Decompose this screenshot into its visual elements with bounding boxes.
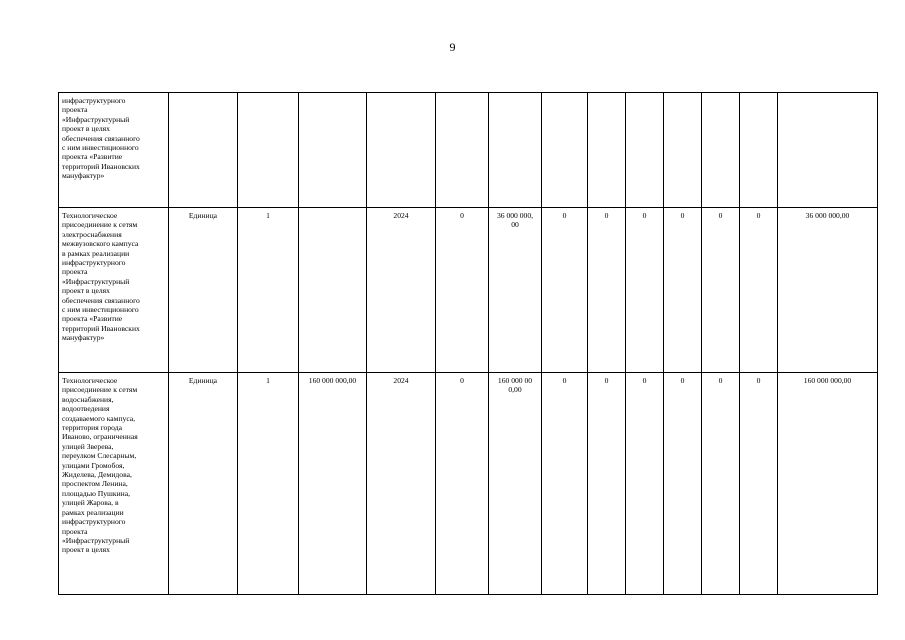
table-row [59,208,878,373]
amount-value: 36 000 000, 00 [496,211,534,230]
value-cell [542,93,588,208]
item-name: инфраструктурного проекта «Инфраструктурный проект в целях обеспечения связанного с ним инвестиционного проекта «Развитие территорий Ивановских мануфактур» [62,96,140,181]
unit-cell: Единица [169,208,238,373]
value-cell [436,93,489,208]
amount-cell [489,373,542,595]
value-cell: 0 [626,208,664,373]
value-cell: 0 [664,373,702,595]
quantity-cell: 1 [238,208,299,373]
value-cell: 0 [588,208,626,373]
value-cell: 0 [664,208,702,373]
value-cell [626,93,664,208]
quantity-cell [238,93,299,208]
amount-value: 160 000 00 0,00 [497,376,533,395]
year-cell: 2024 [367,208,436,373]
total-cell [778,93,878,208]
table-row [59,373,878,595]
total-cell: 36 000 000,00 [778,208,878,373]
value-cell: 0 [702,208,740,373]
value-cell [740,93,778,208]
item-name-cell [59,373,169,595]
value-cell [664,93,702,208]
page-number: 9 [449,40,456,54]
value-cell: 0 [702,373,740,595]
value-cell: 0 [626,373,664,595]
table-row [59,93,878,208]
year-cell: 2024 [367,373,436,595]
value-cell: 0 [436,208,489,373]
amount-cell [489,208,542,373]
value-cell: 0 [588,373,626,595]
cost-cell [299,208,367,373]
item-name: Технологическое присоединение к сетям водоснабжения, водоотведения создаваемого кампуса, территория города Иваново, ограниченная улицей Зверева, переулком Слесарным, улицами Громобоя, Жиделева, Демидова, проспектом Ленина, площадью Пушкина, улицей Жарова, в рамках реализации инфраструктурного проекта «Инфраструктурный проект в целях [62,376,138,555]
unit-cell: Единица [169,373,238,595]
amount-cell [489,93,542,208]
cost-cell: 160 000 000,00 [299,373,367,595]
cost-cell [299,93,367,208]
value-cell: 0 [740,208,778,373]
quantity-cell: 1 [238,373,299,595]
value-cell [702,93,740,208]
item-name-cell [59,93,169,208]
item-name-cell [59,208,169,373]
year-cell [367,93,436,208]
measures-table [58,92,878,595]
total-cell: 160 000 000,00 [778,373,878,595]
item-name: Технологическое присоединение к сетям электроснабжения межвузовского кампуса в рамках реализации инфраструктурного проекта «Инфраструктурный проект в целях обеспечения связанного с ним инвестиционного проекта «Развитие территорий Ивановских мануфактур» [62,211,140,343]
value-cell: 0 [542,208,588,373]
value-cell: 0 [740,373,778,595]
value-cell: 0 [542,373,588,595]
unit-cell [169,93,238,208]
value-cell [588,93,626,208]
value-cell: 0 [436,373,489,595]
